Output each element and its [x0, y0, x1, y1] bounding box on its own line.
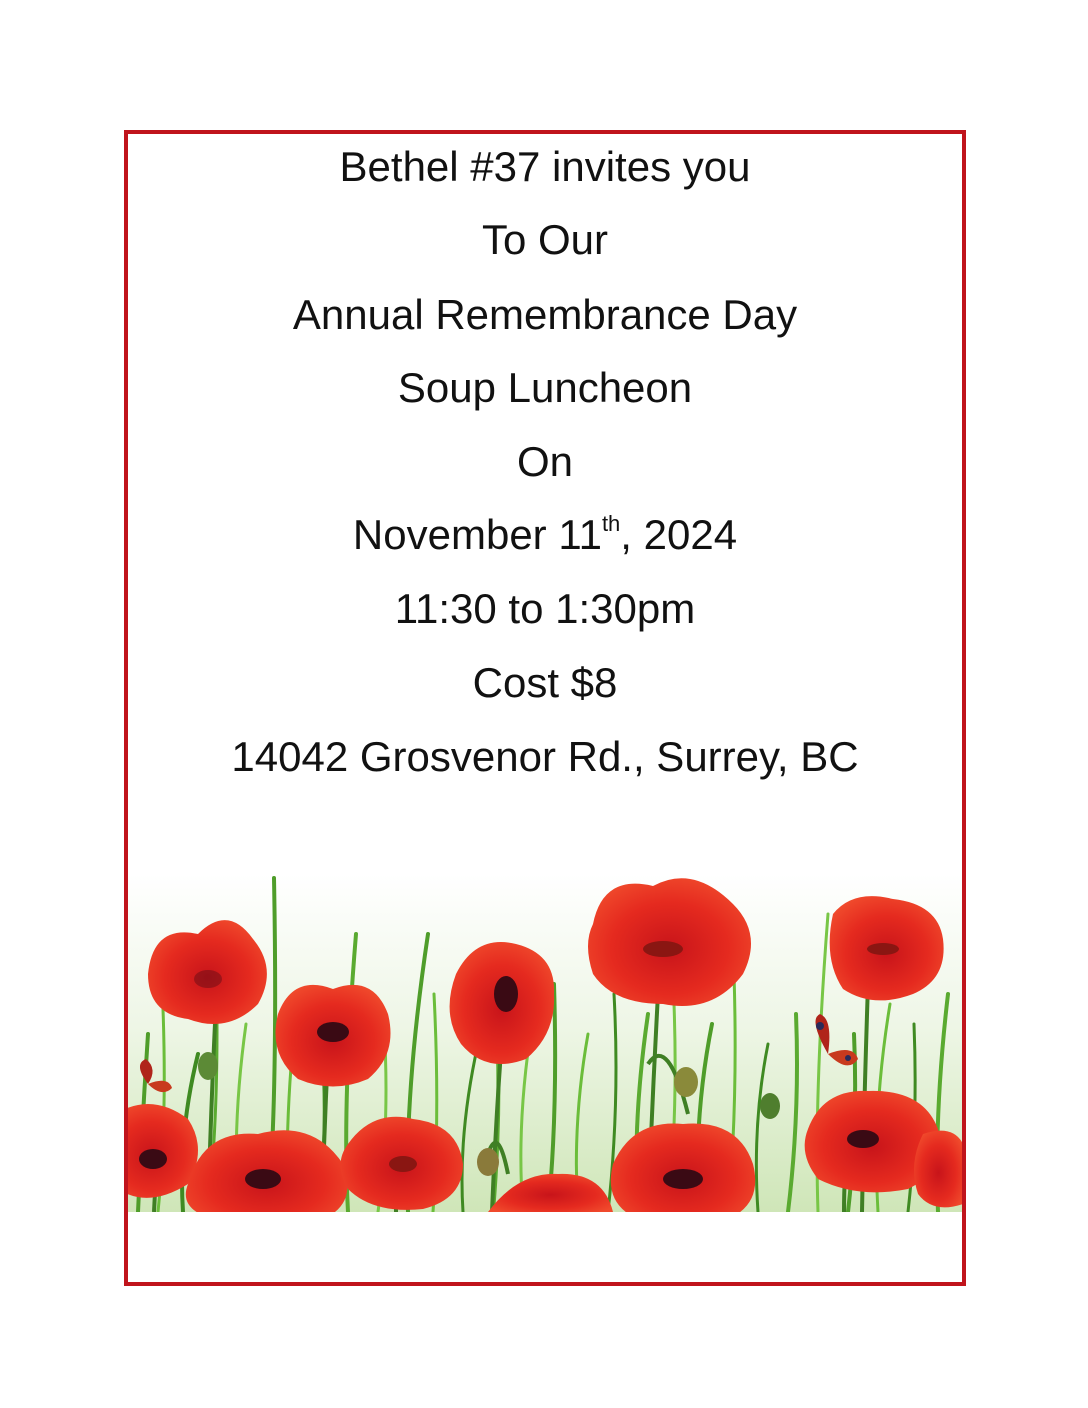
event-date [128, 510, 962, 560]
event-date-suffix: th [601, 511, 621, 536]
invite-line-on: On [516, 438, 574, 485]
event-date-month-day: November 11 [352, 511, 602, 558]
invite-line-host: Bethel #37 invites you [339, 143, 751, 190]
poppy-field-illustration [128, 874, 962, 1212]
invite-line-event-subtitle: Soup Luncheon [397, 364, 693, 411]
event-date-year: , 2024 [620, 511, 738, 558]
event-time: 11:30 to 1:30pm [394, 585, 696, 632]
invite-line-event-title: Annual Remembrance Day [292, 291, 798, 338]
poppy-flower [450, 942, 555, 1064]
event-address: 14042 Grosvenor Rd., Surrey, BC [231, 733, 859, 780]
poppy-flower [830, 896, 944, 1000]
event-cost: Cost $8 [472, 659, 618, 706]
poppy-flower [914, 1131, 962, 1208]
flyer-border-frame [124, 130, 966, 1286]
poppy-flower [276, 985, 391, 1087]
invite-line-to-our: To Our [481, 216, 609, 263]
